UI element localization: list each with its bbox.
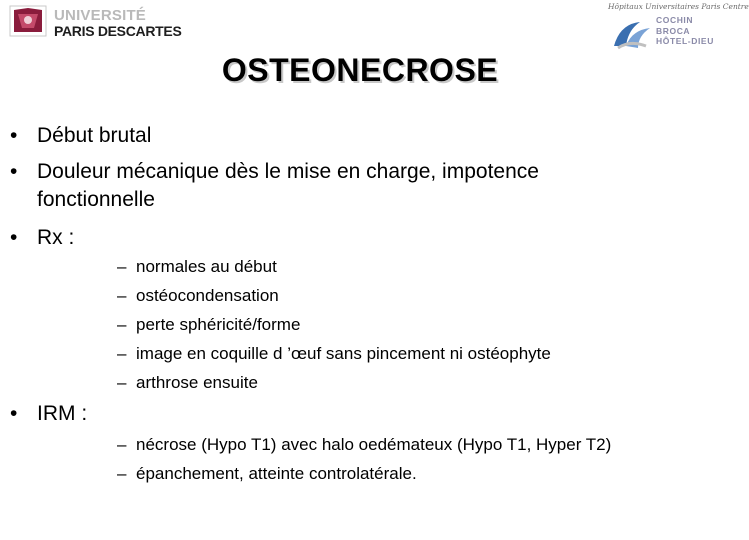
dash-icon: – (117, 344, 127, 363)
sub-item (117, 315, 300, 335)
sub-item-text: ostéocondensation (136, 286, 279, 305)
sub-item (117, 435, 611, 455)
bullet-icon: • (10, 402, 18, 425)
bullet-text-line1: Douleur mécanique dès le mise en charge, impotence (37, 160, 539, 183)
bullet-text: Rx : (37, 226, 75, 249)
bullet-icon: • (10, 160, 18, 183)
sub-item (117, 257, 277, 277)
sub-item (117, 286, 279, 306)
sub-item-text: perte sphéricité/forme (136, 315, 301, 334)
sub-item-text: nécrose (Hypo T1) avec halo oedémateux (Hypo T1, Hyper T2) (136, 435, 612, 454)
bullet-text: Début brutal (37, 124, 152, 147)
logo-right-name-broca: BROCA (656, 25, 691, 36)
logo-right-name-cochin: COCHIN (656, 15, 694, 25)
logo-right-script: Hôpitaux Universitaires Paris Centre (608, 2, 749, 11)
sub-item-text: image en coquille d ’œuf sans pincement ni ostéophyte (136, 344, 551, 363)
sub-item-text: épanchement, atteinte controlatérale. (136, 464, 417, 483)
sub-item (117, 344, 551, 364)
bullet-icon: • (10, 226, 18, 249)
hospital-emblem-icon (610, 16, 656, 52)
bullet-text: IRM : (37, 402, 88, 425)
bullet-text-line2: fonctionnelle (37, 188, 155, 211)
dash-icon: – (117, 315, 127, 334)
dash-icon: – (117, 464, 127, 483)
sub-item-text: normales au début (136, 257, 277, 276)
bullet-icon: • (10, 124, 18, 147)
universite-paris-descartes-logo (8, 4, 182, 39)
sub-item (117, 464, 417, 484)
logo-right-name-hotel-dieu: HÔTEL-DIEU (656, 36, 714, 46)
dash-icon: – (117, 373, 127, 392)
logo-left-line1: UNIVERSITÉ (54, 7, 147, 24)
logo-left-line2: PARIS DESCARTES (54, 23, 182, 39)
sub-item (117, 373, 258, 393)
dash-icon: – (117, 435, 127, 454)
dash-icon: – (117, 257, 127, 276)
hopitaux-paris-centre-logo (604, 2, 749, 52)
university-crest-icon (8, 4, 48, 38)
slide-title: OSTEONECROSE (221, 52, 499, 88)
sub-item-text: arthrose ensuite (136, 373, 258, 392)
logo-right-hospital-names (656, 15, 714, 47)
dash-icon: – (117, 286, 127, 305)
